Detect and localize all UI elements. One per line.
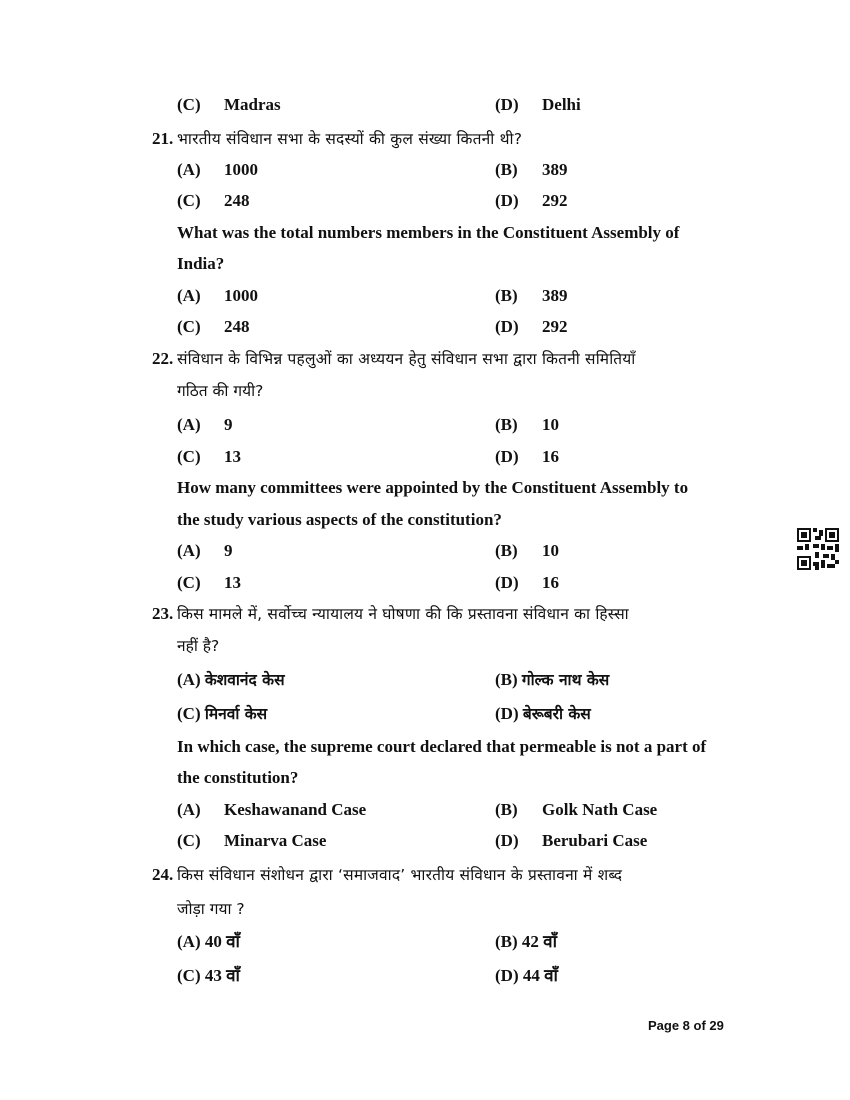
option-value: Golk Nath Case <box>542 800 658 819</box>
option-value: बेरूबरी केस <box>522 705 591 723</box>
option-label: (B) <box>495 541 518 560</box>
question-number: 23. <box>152 604 174 623</box>
qr-code-icon <box>797 528 839 570</box>
option-value: 40 वाँ <box>204 932 240 951</box>
question-text: भारतीय संविधान सभा के सदस्यों की कुल संख्या कितनी थी? <box>177 130 523 148</box>
option-label: (C) <box>177 704 201 723</box>
option-label: (A) <box>177 415 201 434</box>
option-value: 13 <box>224 447 241 466</box>
option-value: 16 <box>542 573 559 592</box>
option-label: (D) <box>495 573 519 592</box>
option-label: (D) <box>495 447 519 466</box>
question-text: India? <box>177 254 225 273</box>
option-value: 292 <box>542 191 568 210</box>
option-label: (B) <box>495 160 518 179</box>
option-label: (D) <box>495 966 519 985</box>
option-label: (C) <box>177 573 201 592</box>
option-label: (C) <box>177 317 201 336</box>
question-text: How many committees were appointed by the Constituent Assembly to <box>177 478 689 497</box>
option-label: (D) <box>495 95 519 114</box>
question-text: गठित की गयी? <box>177 382 264 400</box>
option-label: (D) <box>495 831 519 850</box>
question-text: नहीं है? <box>177 637 220 655</box>
option-label: (C) <box>177 831 201 850</box>
question-text: In which case, the supreme court declared that permeable is not a part of <box>177 737 707 756</box>
option-label: (D) <box>495 191 519 210</box>
option-label: (D) <box>495 704 519 723</box>
question-text: किस संविधान संशोधन द्वारा ‘समाजवाद’ भारतीय संविधान के प्रस्तावना में शब्द <box>177 866 623 884</box>
question-text: the constitution? <box>177 768 299 787</box>
option-value: 389 <box>542 286 568 305</box>
option-value: 9 <box>224 415 233 434</box>
option-value: 389 <box>542 160 568 179</box>
option-label: (A) <box>177 541 201 560</box>
option-value: 1000 <box>224 286 258 305</box>
option-value: 10 <box>542 415 559 434</box>
option-label: (B) <box>495 415 518 434</box>
question-number: 24. <box>152 865 174 884</box>
question-number: 21. <box>152 129 174 148</box>
option-label: (C) <box>177 95 201 114</box>
option-value: 43 वाँ <box>204 966 240 985</box>
option-value: 1000 <box>224 160 258 179</box>
option-label: (A) <box>177 800 201 819</box>
option-value: 248 <box>224 191 250 210</box>
option-label: (C) <box>177 966 201 985</box>
question-text: the study various aspects of the constitution? <box>177 510 502 529</box>
option-value: Delhi <box>542 95 581 114</box>
option-value: केशवानंद केस <box>204 671 285 689</box>
option-value: Madras <box>224 95 281 114</box>
option-value: गोल्क नाथ केस <box>521 671 610 689</box>
option-value: Berubari Case <box>542 831 648 850</box>
option-label: (A) <box>177 670 201 689</box>
question-number: 22. <box>152 349 174 368</box>
option-label: (A) <box>177 160 201 179</box>
question-text: संविधान के विभिन्न पहलुओं का अध्ययन हेतु संविधान सभा द्वारा कितनी समितियाँ <box>177 350 636 368</box>
option-value: 13 <box>224 573 241 592</box>
option-value: 248 <box>224 317 250 336</box>
option-value: मिनर्वा केस <box>204 705 268 723</box>
option-label: (D) <box>495 317 519 336</box>
option-value: Keshawanand Case <box>224 800 367 819</box>
option-value: 10 <box>542 541 559 560</box>
question-text: What was the total numbers members in the Constituent Assembly of <box>177 223 680 242</box>
option-value: 16 <box>542 447 559 466</box>
option-value: 42 वाँ <box>521 932 558 951</box>
option-value: 292 <box>542 317 568 336</box>
option-label: (C) <box>177 447 201 466</box>
option-label: (B) <box>495 670 518 689</box>
option-value: 44 वाँ <box>522 966 558 985</box>
page-number: Page 8 of 29 <box>648 1018 724 1033</box>
question-text: किस मामले में, सर्वोच्च न्यायालय ने घोषणा की कि प्रस्तावना संविधान का हिस्सा <box>177 605 629 623</box>
option-label: (B) <box>495 932 518 951</box>
option-label: (B) <box>495 286 518 305</box>
option-value: 9 <box>224 541 233 560</box>
option-value: Minarva Case <box>224 831 327 850</box>
question-text: जोड़ा गया ? <box>177 900 245 918</box>
option-label: (A) <box>177 286 201 305</box>
option-label: (B) <box>495 800 518 819</box>
option-label: (A) <box>177 932 201 951</box>
option-label: (C) <box>177 191 201 210</box>
